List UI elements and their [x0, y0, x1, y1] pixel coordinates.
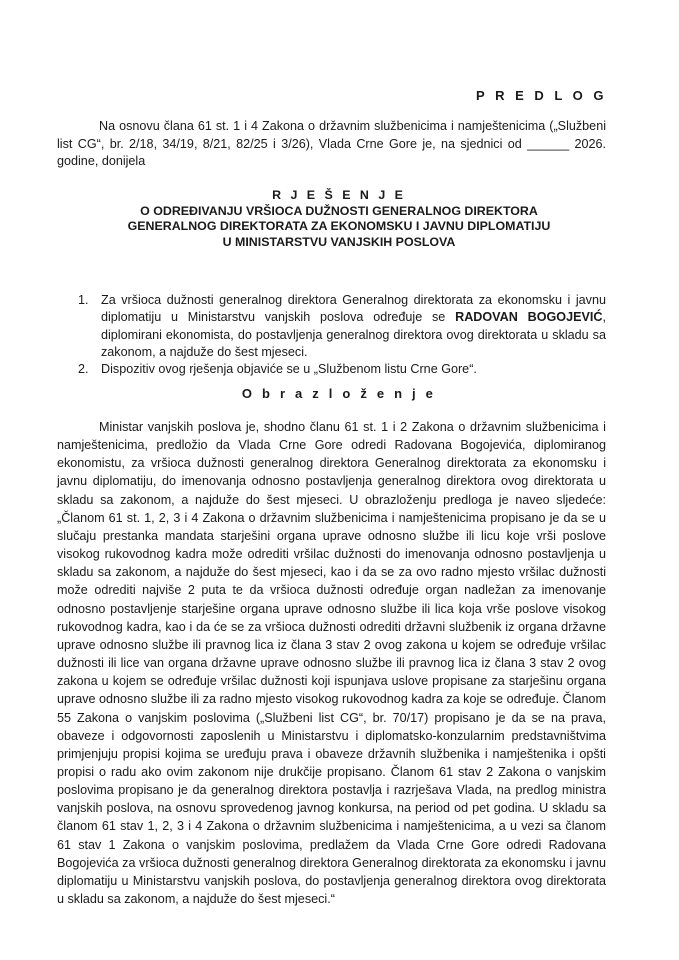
decision-title-line-2: GENERALNOG DIREKTORATA ZA EKONOMSKU I JAVNU DIPLOMATIJU: [127, 219, 551, 233]
reasoning-text: Ministar vanjskih poslova je, shodno članu 61 st. 1 i 2 Zakona o državnim službenicima i namještenicima, predložio da Vlada Crne Gore odredi Radovana Bogojevića, diplomiranog ekonomistu, za vršioca dužnosti generalnog direktora Generalnog direktorata za ekonomsku i javnu diplomatiju, do imenovanja odnosno postavljenja generalnog direktora ovog direktorata u skladu sa zakonom, a najduže do šest mjeseci. U obrazloženju predloga je naveo sljedeće: „Članom 61 st. 1, 2, 3 i 4 Zakona o državnim službenicima i namještenicima propisano je da se u slučaju prestanka mandata starješini organa uprave odnosno službe ili licu koje vrši poslove visokog rukovodnog kadra može odrediti vršilac dužnosti do imenovanja odnosno postavljenja u skladu sa zakonom, a najduže do šest mjeseci, kao i da se za ovo radno mjesto vršilac dužnosti može odrediti najviše 2 puta te da vršioca dužnosti određuje organ nadležan za imenovanje odnosno postavljenje starješine organa uprave odnosno službe ili lica koja vrše poslove visokog rukovodnog kadra, kao i da će se za vršioca dužnosti odrediti državni službenik iz organa državne uprave odnosno službe ili pravnog lica iz člana 3 stav 2 ovog zakona u kojem se određuje vršilac dužnosti ili lice van organa državne uprave odnosno službe ili pravnog lica iz člana 3 stav 2 ovog zakona u kojem se određuje vršilac dužnosti koji ispunjava uslove propisane za starješinu organa uprave odnosno službe ili za radno mjesto visokog rukovodnog kadra za koje se određuje. Članom 55 Zakona o vanjskim poslovima („Službeni list CG“, br. 70/17) propisano je da se na prava, obaveze i odgovornosti zaposlenih u Ministarstvu i diplomatsko-konzularnim predstavništvima primjenjuju propisi kojima se uređuju prava i obaveze državnih službenika i namještenika i opšti propisi o radu ako ovim zakonom nije drukčije propisano. Članom 61 stav 2 Zakona o vanjskim poslovima propisano je da generalnog direktora postavlja i razrješava Vlada, na predlog ministra vanjskih poslova, na osnovu sprovedenog javnog konkursa, na period od pet godina. U skladu sa članom 61 stav 1, 2, 3 i 4 Zakona o državnim službenicima i namještenicima, a u vezi sa članom 61 stav 1 Zakona o vanjskim poslovima, predlažem da Vlada Crne Gore odredi Radovana Bogojevića za vršioca dužnosti generalnog direktora Generalnog direktorata za ekonomsku i javnu diplomatiju u Ministarstvu vanjskih poslova, do postavljenja generalnog direktora ovog direktorata u skladu sa zakonom, a najduže do šest mjeseci.“: [57, 420, 606, 907]
document-label: P R E D L O G: [476, 88, 607, 103]
legal-basis-text: Na osnovu člana 61 st. 1 i 4 Zakona o državnim službenicima i namještenicima („Službeni list CG“, br. 2/18, 34/19, 8/21, 82/25 i 3/26), Vlada Crne Gore je, na sjednici od ______ 2026. godine, donijela: [57, 119, 606, 168]
disposition-item: [70, 292, 606, 361]
item-text: Dispozitiv ovog rješenja objaviće se u „Službenom listu Crne Gore“.: [101, 362, 477, 377]
appointee-name: RADOVAN BOGOJEVIĆ: [455, 310, 603, 325]
decision-title-line-3: U MINISTARSTVU VANJSKIH POSLOVA: [222, 234, 456, 249]
decision-title: [57, 188, 621, 250]
item-number: 2.: [78, 362, 89, 377]
disposition-list: [70, 292, 606, 378]
legal-basis-paragraph: [57, 118, 606, 171]
decision-heading: R J E Š E N J E: [272, 188, 406, 202]
item-text-after: , diplomirani ekonomista, do postavljenja generalnog direktora ovog direktorata u skladu sa zakonom, a najduže do šest mjeseci.: [101, 310, 606, 359]
item-number: 1.: [78, 293, 89, 307]
reasoning-heading: O b r a z l o ž e n j e: [241, 386, 437, 401]
decision-title-line-1: O ODREĐIVANJU VRŠIOCA DUŽNOSTI GENERALNOG DIREKTORA: [140, 203, 538, 218]
reasoning-paragraph: [57, 418, 606, 908]
item-text-before: Za vršioca dužnosti generalnog direktora Generalnog direktorata za ekonomsku i javnu diplomatiju u Ministarstvu vanjskih poslova određuje se: [101, 293, 606, 325]
disposition-item: [70, 361, 606, 378]
